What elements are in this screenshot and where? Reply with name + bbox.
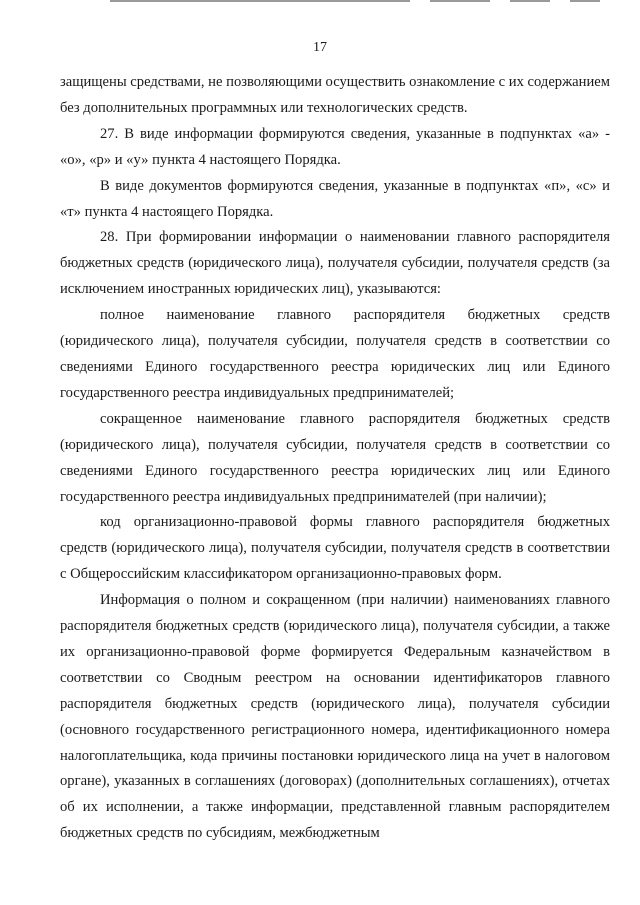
scan-top-edge (0, 0, 640, 3)
scan-line-segment (510, 0, 550, 2)
paragraph-legal-form-code: код организационно-правовой формы главного распорядителя бюджетных средств (юридического лица), получателя субсидии, получателя средств в соответствии с Общероссийским классификатором организационно-правовых форм. (60, 514, 610, 583)
scan-line-segment (430, 0, 490, 2)
paragraph-full-name: полное наименование главного распорядителя бюджетных средств (юридического лица), получателя субсидии, получателя средств в соответствии со сведениями Единого государственного реестра юридических лиц или Единого государственного реестра индивидуальных предпринимателей; (60, 307, 610, 401)
paragraph-short-name: сокращенное наименование главного распорядителя бюджетных средств (юридического лица), получателя субсидии, получателя средств в соответствии со сведениями Единого государственного реестра юридических лиц или Единого государственного реестра индивидуальных предпринимателей (при наличии); (60, 410, 610, 505)
scan-line-segment (570, 0, 600, 2)
paragraph-item-27: 27. В виде информации формируются сведения, указанные в подпунктах «а» - «о», «р» и «у» пункта 4 настоящего Порядка. (60, 125, 610, 168)
page-number: 17 (313, 40, 327, 55)
scan-line-segment (110, 0, 410, 2)
paragraph-continuation: защищены средствами, не позволяющими осуществить ознакомление с их содержанием без дополнительных программных или технологических средств. (60, 74, 610, 116)
document-body (60, 70, 610, 847)
paragraph-information-source: Информация о полном и сокращенном (при наличии) наименованиях главного распорядителя бюджетных средств (юридического лица), получателя субсидии, а также их организационно-правовой форме формируется Федеральным казначейством в соответствии со Сводным реестром на основании идентификаторов главного распорядителя бюджетных средств (юридического лица), получателя субсидии (основного государственного регистрационного номера, идентификационного номера налогоплательщика, кода причины постановки юридического лица на учет в налоговом органе), указанных в соглашениях (договорах) (дополнительных соглашениях), отчетах об их исполнении, а также информации, представленной главным распорядителем бюджетных средств по субсидиям, межбюджетным (60, 592, 610, 842)
paragraph-documents: В виде документов формируются сведения, указанные в подпунктах «п», «с» и «т» пункта 4 настоящего Порядка. (60, 177, 610, 220)
paragraph-item-28: 28. При формировании информации о наименовании главного распорядителя бюджетных средств (юридического лица), получателя субсидии, получателя средств (за исключением иностранных юридических лиц), указываются: (60, 229, 610, 298)
